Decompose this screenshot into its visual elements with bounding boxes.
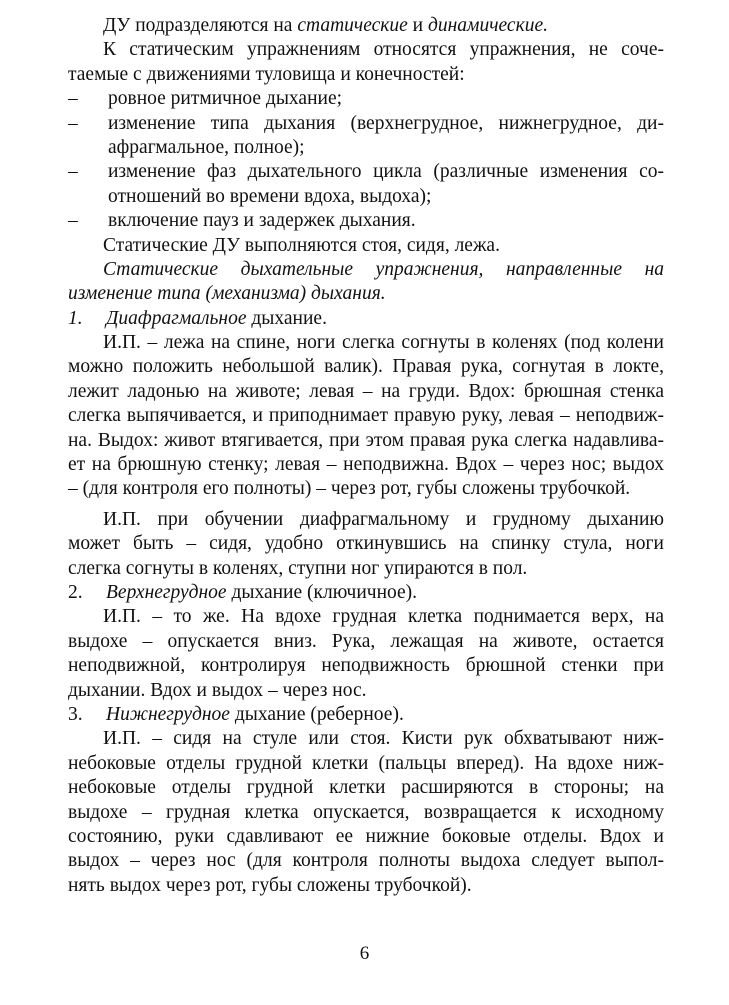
- bullet-text: изменение типа дыхания (верхнегрудное, нижнегрудное, ди-: [108, 112, 664, 134]
- paragraph-line: И.П. при обучении диафрагмальному и грудному дыханию: [103, 508, 664, 530]
- term-dynamic: динамические.: [427, 15, 548, 36]
- italic-heading-line-1: Статические дыхательные упражнения, направленные на: [103, 258, 664, 280]
- page-number: 6: [359, 943, 370, 964]
- paragraph-line: ет на брюшную стенку; левая – неподвижна. Вдох – через нос; выдох: [68, 454, 664, 476]
- bullet-text: отношений во времени вдоха, выдоха);: [108, 185, 432, 207]
- section-number: 2.: [68, 581, 83, 603]
- paragraph-line: И.П. – сидя на стуле или стоя. Кисти рук обхватывают ниж-: [103, 728, 664, 750]
- page-body: [68, 14, 664, 898]
- bullet-text: афрагмальное, полное);: [108, 136, 305, 158]
- section-number: 3.: [68, 703, 83, 725]
- bullet-dash: –: [68, 210, 78, 232]
- intro-text: и: [407, 15, 428, 36]
- intro-text: ДУ подразделяются на: [103, 15, 298, 36]
- paragraph-line: небоковые отделы грудной клетки расширяются в стороны; на: [68, 777, 664, 799]
- paragraph-line: выдох – через нос (для контроля полноты выдоха следует выпол-: [68, 850, 664, 872]
- paragraph-line: неподвижной, контролируя неподвижность брюшной стенки при: [68, 655, 664, 677]
- section-title: Диафрагмальное: [106, 307, 247, 329]
- intro-line-1: [68, 14, 664, 38]
- static-positions-line: Статические ДУ выполняются стоя, сидя, лежа.: [103, 234, 500, 256]
- bullet-dash: –: [68, 161, 78, 183]
- term-static: статические: [297, 15, 408, 36]
- bullet-item: [68, 87, 664, 111]
- bullet-item: [68, 112, 664, 136]
- paragraph-line: И.П. – лежа на спине, ноги слегка согнуты в коленях (под колени: [103, 332, 664, 354]
- paragraph-line: на. Выдох: живот втягивается, при этом правая рука слегка надавлива-: [68, 429, 664, 451]
- paragraph-line: слегка согнуты в коленях, ступни ног упираются в пол.: [68, 557, 528, 579]
- bullet-dash: –: [68, 112, 78, 134]
- section-number: 1.: [68, 307, 83, 329]
- section-title-rest: дыхание.: [246, 307, 327, 329]
- bullet-continuation: [68, 136, 664, 160]
- section-heading: [68, 581, 664, 605]
- paragraph-line: небоковые отделы грудной клетки (пальцы вперед). На вдохе ниж-: [68, 752, 664, 774]
- paragraph-line: – (для контроля его полноты) – через рот, губы сложены трубочкой.: [68, 478, 631, 500]
- bullet-text: изменение фаз дыхательного цикла (различные изменения со-: [108, 161, 664, 183]
- bullet-item: [68, 209, 664, 233]
- section-title: Верхнегрудное: [106, 581, 227, 603]
- bullet-item: [68, 160, 664, 184]
- bullet-text: включение пауз и задержек дыхания.: [108, 210, 416, 232]
- paragraph-line: состоянию, руки сдавливают ее нижние боковые отделы. Вдох и: [68, 825, 664, 847]
- paragraph-line: дыхании. Вдох и выдох – через нос.: [68, 679, 367, 701]
- paragraph-line: лежит ладонью на животе; левая – на груди. Вдох: брюшная стенка: [68, 380, 664, 402]
- section-heading: [68, 307, 664, 331]
- section-title-rest: дыхание (ключичное).: [226, 581, 418, 603]
- section-heading: [68, 703, 664, 727]
- intro-line-3: таемые с движениями туловища и конечностей:: [68, 63, 465, 85]
- paragraph-line: слегка выпячивается, и приподнимает правую руку, левая – неподвиж-: [68, 405, 664, 427]
- paragraph-line: может быть – сидя, удобно откинувшись на спинку стула, ноги: [68, 533, 664, 555]
- paragraph-line: можно положить небольшой валик). Правая рука, согнутая в локте,: [68, 356, 664, 378]
- section-title: Нижнегрудное: [106, 703, 230, 725]
- paragraph-line: выдохе – грудная клетка опускается, возвращается к исходному: [68, 801, 664, 823]
- bullet-dash: –: [68, 88, 78, 110]
- section-title-rest: дыхание (реберное).: [229, 703, 404, 725]
- paragraph-line: И.П. – то же. На вдохе грудная клетка поднимается верх, на: [103, 606, 664, 628]
- intro-line-2: К статическим упражнениям относятся упражнения, не соче-: [103, 39, 664, 61]
- italic-heading-line-2: изменение типа (механизма) дыхания.: [68, 283, 386, 305]
- bullet-text: ровное ритмичное дыхание;: [108, 88, 343, 110]
- paragraph-line: выдохе – опускается вниз. Рука, лежащая на животе, остается: [68, 630, 664, 652]
- bullet-continuation: [68, 185, 664, 209]
- paragraph-line: нять выдох через рот, губы сложены трубочкой).: [68, 874, 472, 896]
